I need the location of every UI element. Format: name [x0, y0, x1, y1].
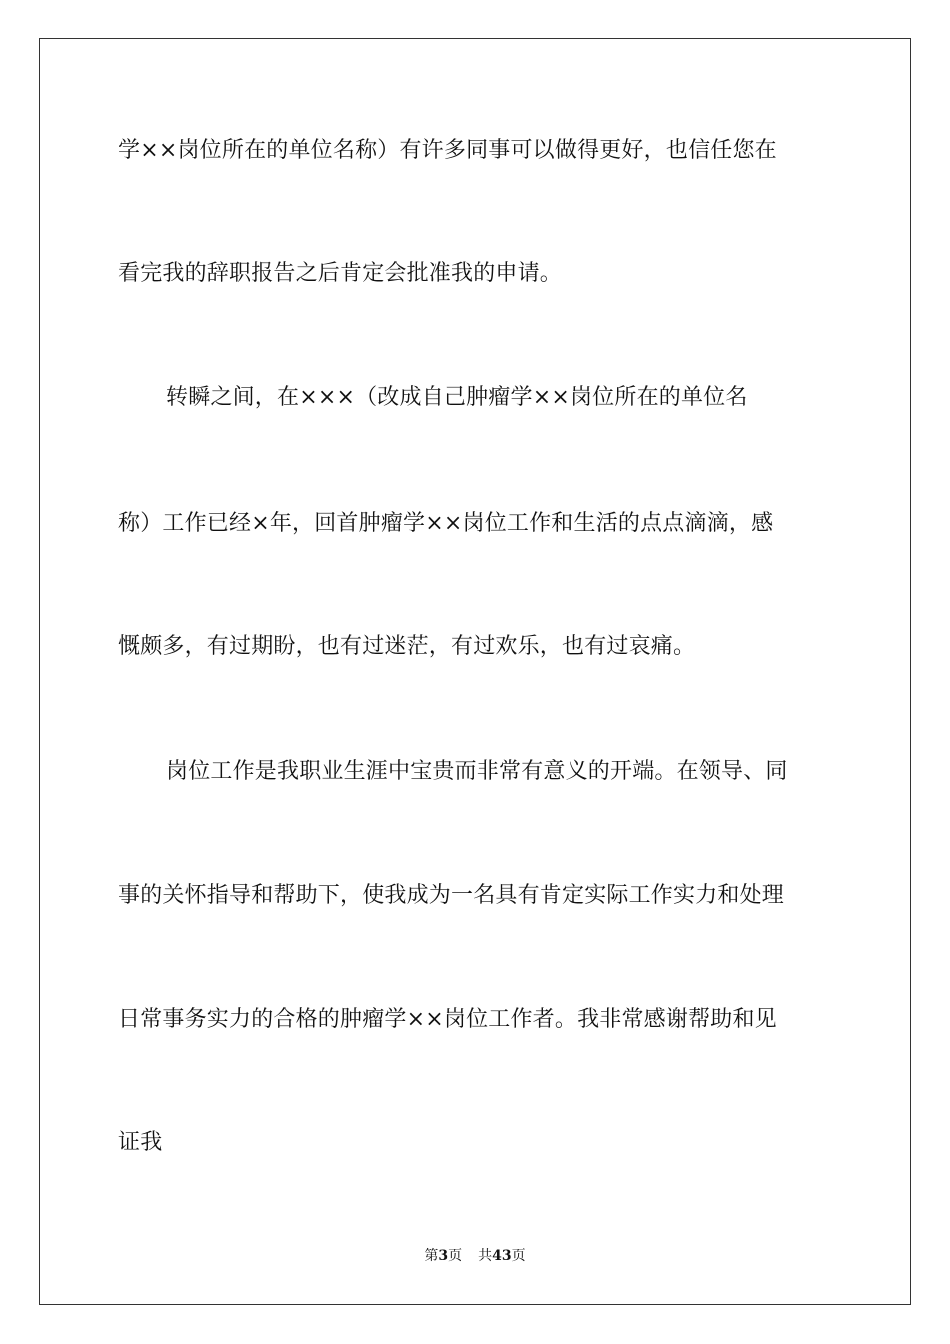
text-line-7: 事的关怀指导和帮助下，使我成为一名具有肯定实际工作实力和处理 [118, 883, 785, 908]
total-prefix: 共 [478, 1248, 493, 1264]
page-prefix: 第 [424, 1248, 439, 1264]
text-line-1: 学××岗位所在的单位名称）有许多同事可以做得更好，也信任您在 [118, 138, 777, 163]
text-line-8: 日常事务实力的合格的肿瘤学××岗位工作者。我非常感谢帮助和见 [118, 1007, 777, 1032]
total-suffix: 页 [511, 1248, 526, 1264]
text-line-2: 看完我的辞职报告之后肯定会批准我的申请。 [118, 261, 563, 286]
page-number: 3 [438, 1248, 449, 1264]
page-border [39, 38, 911, 1305]
total-pages: 43 [492, 1248, 512, 1264]
text-line-9: 证我 [118, 1130, 163, 1155]
text-line-3: 转瞬之间，在×××（改成自己肿瘤学××岗位所在的单位名 [166, 385, 748, 410]
text-line-5: 慨颇多，有过期盼，也有过迷茫，有过欢乐，也有过哀痛。 [118, 634, 696, 659]
page-suffix: 页 [448, 1248, 463, 1264]
text-line-6: 岗位工作是我职业生涯中宝贵而非常有意义的开端。在领导、同 [166, 759, 788, 784]
text-line-4: 称）工作已经×年，回首肿瘤学××岗位工作和生活的点点滴滴，感 [118, 511, 774, 536]
page-footer [0, 1246, 950, 1266]
